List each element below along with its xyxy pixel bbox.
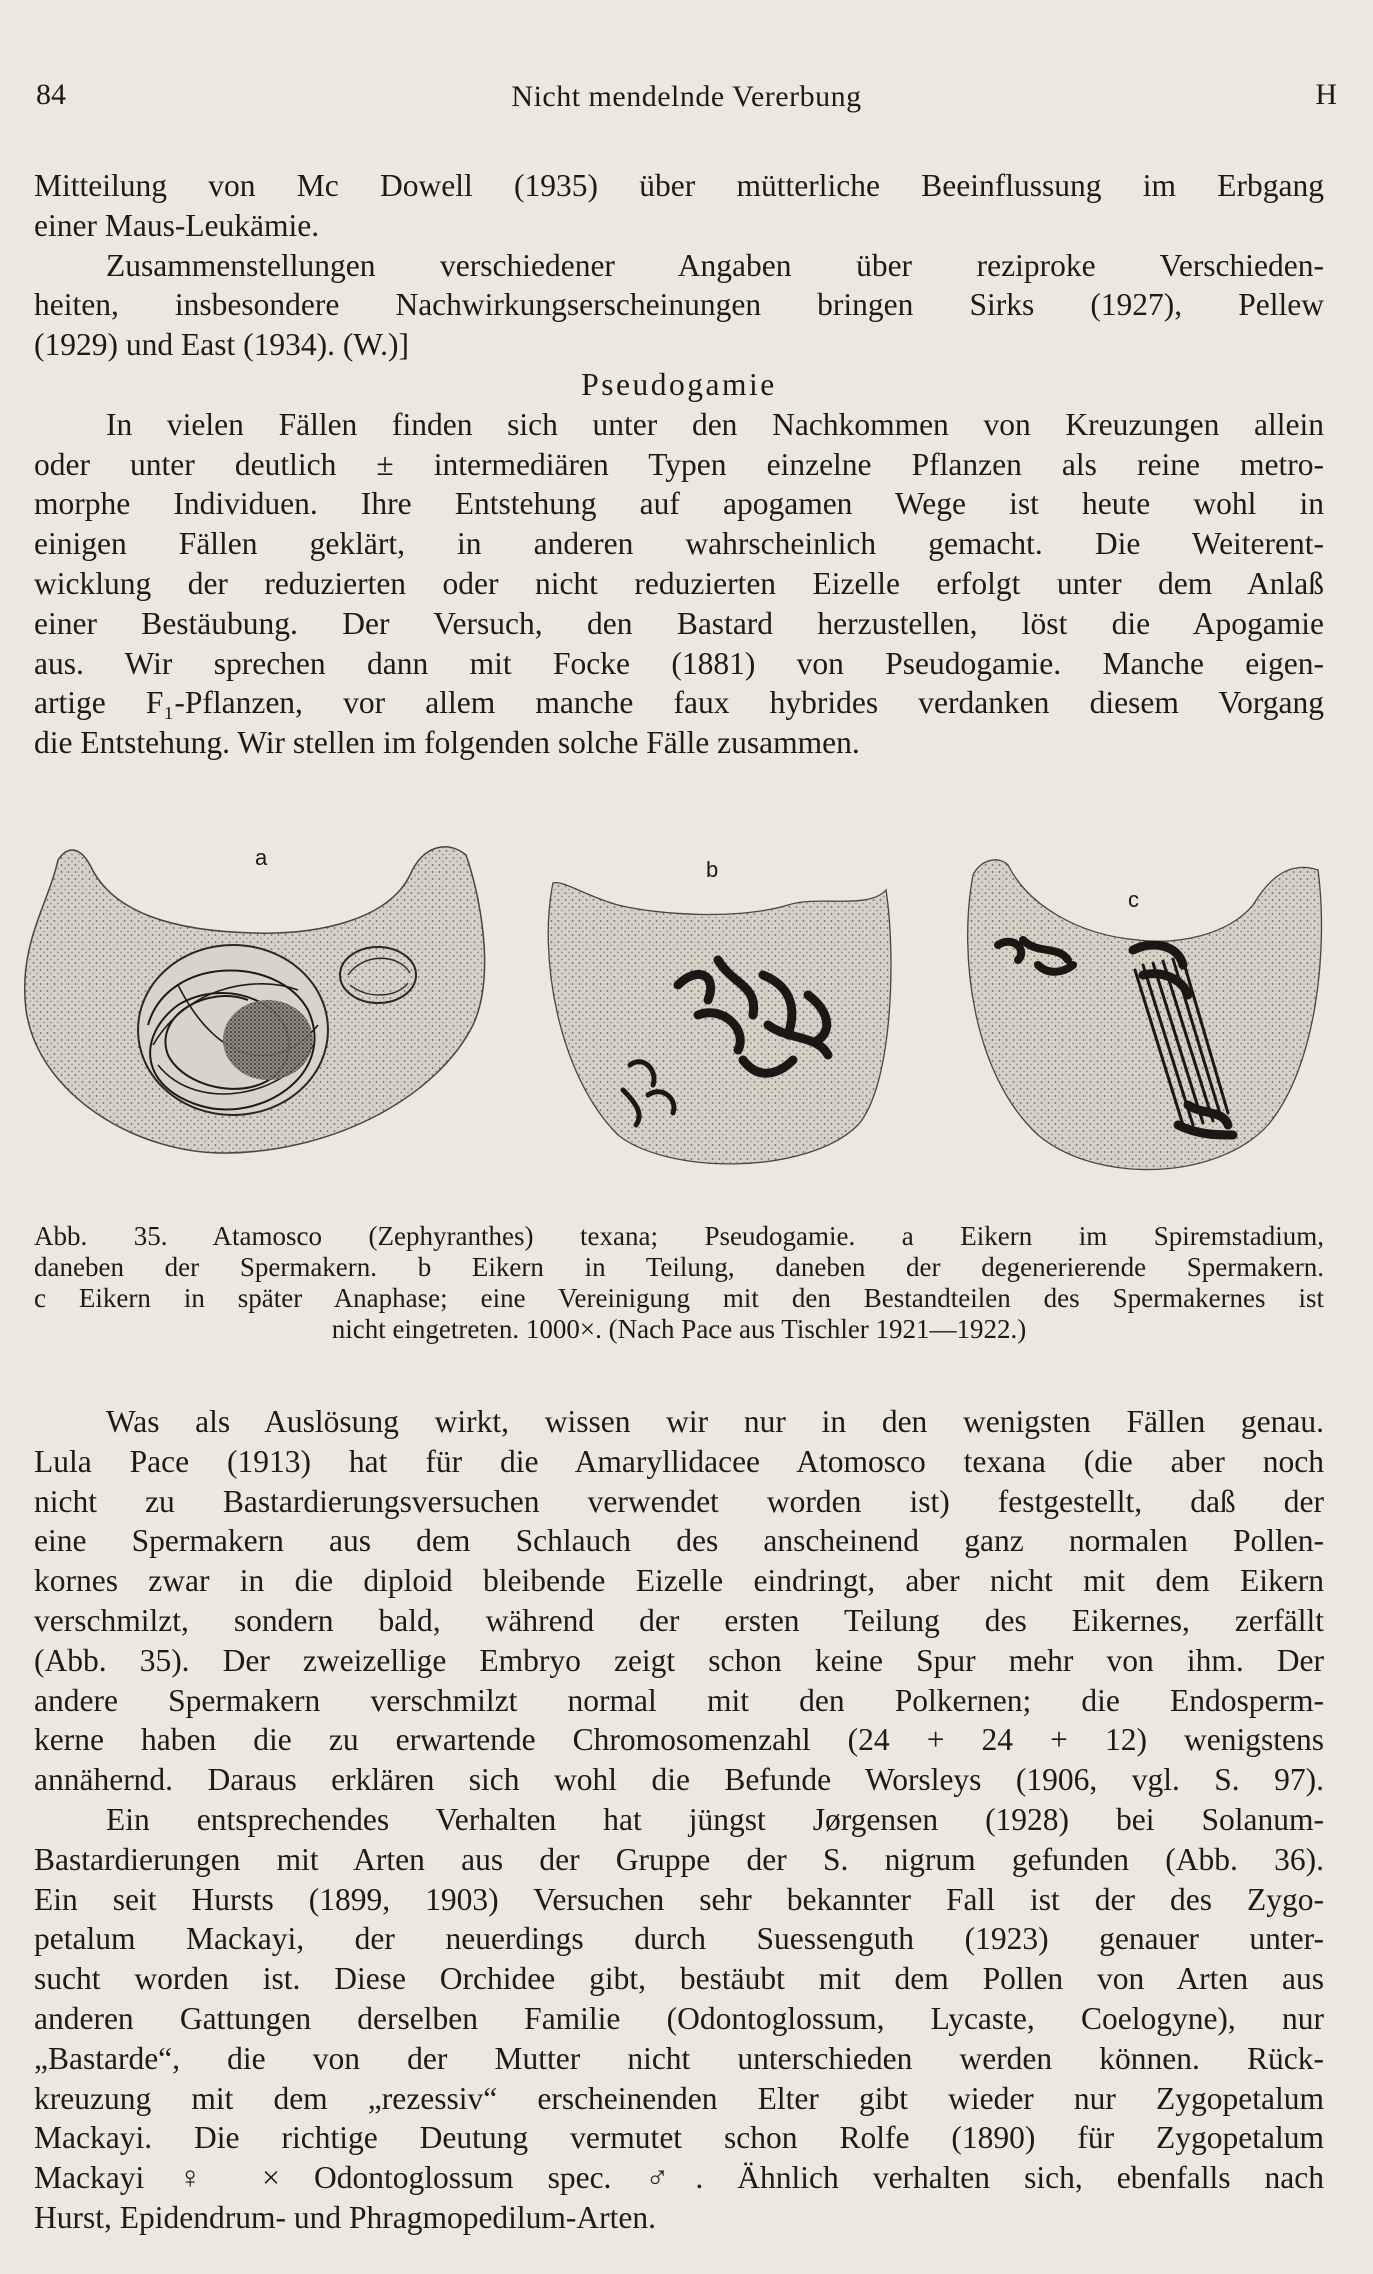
text-line: eine Spermakern aus dem Schlauch des anscheinend ganz normalen Pollen- (34, 1523, 1324, 1559)
text-line: artige F₁-Pflanzen, vor allem manche faux hybrides verdanken diesem Vorgang (34, 685, 1324, 721)
text-line: Ein seit Hursts (1899, 1903) Versuchen sehr bekannter Fall ist der des Zygo- (34, 1881, 1324, 1917)
text-line: kornes zwar in die diploid bleibende Eizelle eindringt, aber nicht mit dem Eikern (34, 1563, 1324, 1599)
figure-cell-drawings (18, 835, 1340, 1195)
text-line: morphe Individuen. Ihre Entstehung auf apogamen Wege ist heute wohl in (34, 486, 1324, 522)
text-line: (1929) und East (1934). (W.)] (34, 327, 410, 363)
page-header (36, 78, 1337, 118)
figure-caption (34, 1221, 1324, 1345)
caption-line: c Eikern in später Anaphase; eine Vereinigung mit den Bestandteilen des Spermakernes ist (34, 1283, 1324, 1313)
text-line: (Abb. 35). Der zweizellige Embryo zeigt schon keine Spur mehr von ihm. Der (34, 1642, 1324, 1678)
cell-b-drawing (548, 883, 891, 1164)
text-line: kerne haben die zu erwartende Chromosomenzahl (24 + 24 + 12) wenigstens (34, 1722, 1324, 1758)
running-title: Nicht mendelnde Vererbung (511, 80, 862, 113)
text-line: Was als Auslösung wirkt, wissen wir nur in den wenigsten Fällen genau. (106, 1404, 1324, 1439)
text-line: Mackayi ♀ × Odontoglossum spec. ♂. Ähnlich verhalten sich, ebenfalls nach (34, 2160, 1324, 2196)
figure-label-a: a (255, 845, 268, 870)
cell-a-drawing (25, 847, 485, 1153)
text-line: annähernd. Daraus erklären sich wohl die Befunde Worsleys (1906, vgl. S. 97). (34, 1762, 1324, 1798)
text-line: Mackayi. Die richtige Deutung vermutet schon Rolfe (1890) für Zygopetalum (34, 2120, 1324, 2156)
caption-line: Abb. 35. Atamosco (Zephyranthes) texana; Pseudogamie. a Eikern im Spiremstadium, (34, 1221, 1324, 1251)
text-line: die Entstehung. Wir stellen im folgenden solche Fälle zusammen. (34, 725, 860, 761)
paragraph-intro (34, 166, 1324, 763)
text-line: Mitteilung von Mc Dowell (1935) über mütterliche Beeinflussung im Erbgang (34, 168, 1324, 203)
cell-c-drawing (968, 860, 1322, 1170)
page-number: 84 (36, 78, 66, 111)
text-line: Zusammenstellungen verschiedener Angaben über reziproke Verschieden- (106, 247, 1324, 283)
paragraph-main (34, 1402, 1324, 2238)
text-line: nicht zu Bastardierungsversuchen verwendet worden ist) festgestellt, daß der (34, 1483, 1324, 1519)
text-line: petalum Mackayi, der neuerdings durch Suessenguth (1923) genauer unter- (34, 1921, 1324, 1957)
text-line: „Bastarde“, die von der Mutter nicht unterschieden werden können. Rück- (34, 2040, 1324, 2076)
text-line: einer Maus-Leukämie. (34, 207, 320, 243)
figure-label-c: c (1128, 887, 1139, 912)
caption-line: nicht eingetreten. 1000×. (Nach Pace aus Tischler 1921—1922.) (331, 1314, 1027, 1344)
cell-drawings-svg (18, 835, 1340, 1195)
text-line: andere Spermakern verschmilzt normal mit den Polkernen; die Endosperm- (34, 1682, 1324, 1718)
text-line: sucht worden ist. Diese Orchidee gibt, bestäubt mit dem Pollen von Arten aus (34, 1961, 1324, 1997)
text-line: Lula Pace (1913) hat für die Amaryllidacee Atomosco texana (die aber noch (34, 1443, 1324, 1479)
text-line: aus. Wir sprechen dann mit Focke (1881) von Pseudogamie. Manche eigen- (34, 645, 1324, 681)
figure-label-b: b (706, 857, 719, 882)
text-line: Bastardierungen mit Arten aus der Gruppe der S. nigrum gefunden (Abb. 36). (34, 1841, 1324, 1877)
text-line: kreuzung mit dem „rezessiv“ erscheinenden Elter gibt wieder nur Zygopetalum (34, 2080, 1324, 2116)
section-heading: Pseudogamie (581, 366, 777, 402)
text-line: oder unter deutlich ± intermediären Typen einzelne Pflanzen als reine metro- (34, 446, 1324, 482)
text-line: wicklung der reduzierten oder nicht reduzierten Eizelle erfolgt unter dem Anlaß (34, 565, 1324, 601)
caption-line: daneben der Spermakern. b Eikern in Teilung, daneben der degenerierende Spermakern. (34, 1252, 1324, 1282)
section-mark: H (1315, 78, 1337, 111)
text-line: Hurst, Epidendrum- und Phragmopedilum-Arten. (34, 2199, 657, 2235)
text-line: anderen Gattungen derselben Familie (Odontoglossum, Lycaste, Coelogyne), nur (34, 2000, 1324, 2036)
text-line: verschmilzt, sondern bald, während der ersten Teilung des Eikernes, zerfällt (34, 1602, 1324, 1638)
text-line: Ein entsprechendes Verhalten hat jüngst Jørgensen (1928) bei Solanum- (106, 1801, 1324, 1837)
text-line: einer Bestäubung. Der Versuch, den Bastard herzustellen, löst die Apogamie (34, 605, 1324, 641)
text-line: einigen Fällen geklärt, in anderen wahrscheinlich gemacht. Die Weiterent- (34, 526, 1324, 562)
text-line: heiten, insbesondere Nachwirkungserscheinungen bringen Sirks (1927), Pellew (34, 287, 1324, 323)
text-line: In vielen Fällen finden sich unter den Nachkommen von Kreuzungen allein (106, 406, 1324, 442)
